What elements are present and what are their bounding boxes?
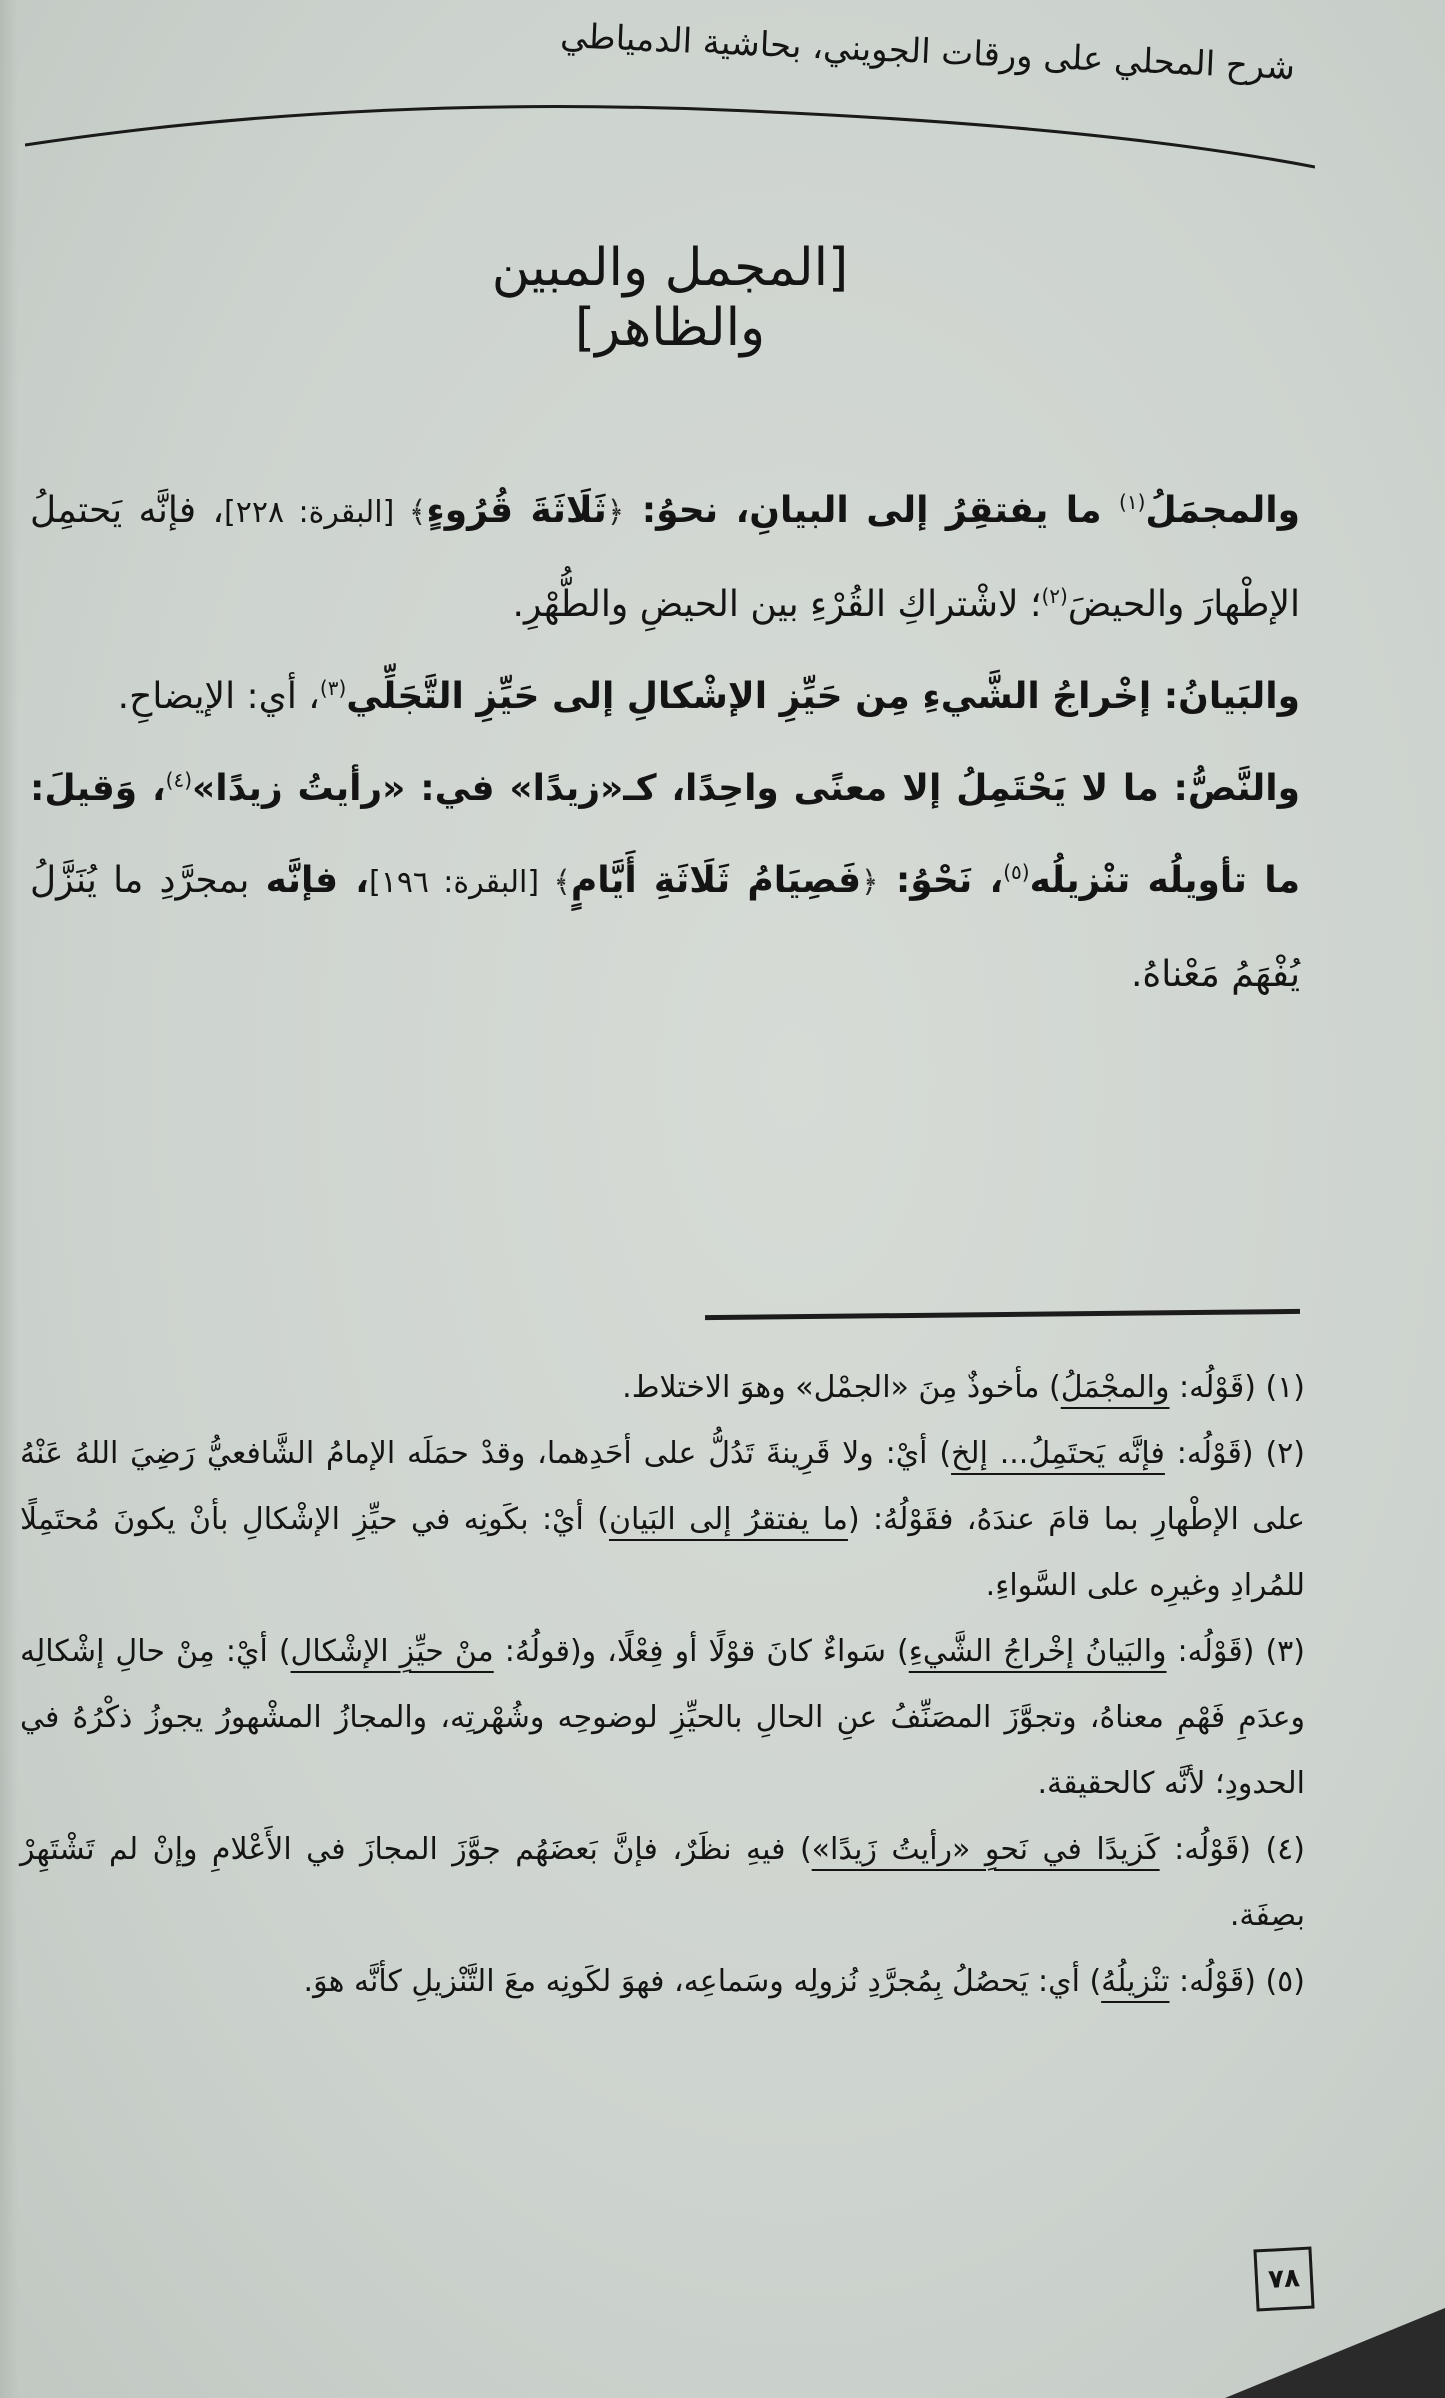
- surah-reference: [البقرة: ١٩٦]: [368, 865, 554, 900]
- footnote-close: ): [897, 1634, 909, 1669]
- term-nass: والنَّصُّ:: [1158, 768, 1300, 809]
- footnote-text-2: ) أيْ: مِنْ حالِ إشْكالِه وعدَمِ فَهْمِ معناهُ، وتجوَّزَ المصَنِّفُ عنِ الحالِ بالحيِّزِ لوضوحِه وشُهْرتِه، والمجازُ المشْهورُ يجوزُ ذكْرُهُ في الحدودِ؛ لأنَّه كالحقيقة.: [20, 1634, 1305, 1801]
- footnote-text: أي: يَحصُلُ بِمُجرَّدِ نُزولِه وسَماعِه، فهوَ لكَونِه معَ التَّنْزيلِ كأنَّه هوَ.: [303, 1964, 1090, 1999]
- footnote-5: [20, 1949, 1305, 2015]
- footnote-number: (٣): [1265, 1634, 1306, 1669]
- running-header: شرح المحلي على ورقات الجويني، بحاشية الدمياطي: [559, 15, 1296, 88]
- paragraph-bayan: [30, 651, 1300, 743]
- footnotes: [20, 1355, 1305, 2015]
- footnote-2: [20, 1421, 1305, 1619]
- quran-verse: فَصِيَامُ ثَلَاثَةِ أَيَّامٍ: [570, 860, 862, 901]
- paragraph-nass: [30, 743, 1300, 1021]
- section-heading: [المجمل والمبين والظاهر]: [491, 238, 849, 358]
- quran-close-bracket-icon: ﴾: [408, 495, 427, 530]
- footnote-open: (قَوْلُه:: [1159, 1832, 1266, 1867]
- footnote-quote: كَزيدًا في نَحوِ «رأيتُ زَيدًا»: [811, 1832, 1160, 1867]
- footnote-ref-1[interactable]: (١): [1119, 490, 1146, 514]
- footnote-quote: تنْزيلُهُ: [1101, 1964, 1170, 1999]
- definition-nass: ما لا يَحْتَمِلُ إلا معنًى واحِدًا، كـ«زيدًا» في: «رأيتُ زيدًا»: [192, 768, 1159, 809]
- footnote-text: مأخوذٌ مِنَ «الجمْل» وهوَ الاختلاط.: [622, 1370, 1050, 1405]
- footnote-quote-2: منْ حيِّزِ الإشْكال: [290, 1634, 494, 1669]
- quran-verse: ثَلَاثَةَ قُرُوءٍ: [426, 490, 607, 531]
- footnote-close: ): [799, 1832, 812, 1867]
- footnote-text: سَواءٌ كانَ قوْلًا أو فِعْلًا، و(قولُهُ:: [493, 1634, 898, 1669]
- surah-reference: [البقرة: ٢٢٨]: [224, 495, 409, 530]
- continuation-text: ، فإنَّه يَحتمِلُ الإطْهارَ والحيضَ: [30, 490, 1300, 625]
- tail-text: ، أي: الإيضاحِ.: [117, 676, 320, 717]
- footnote-1: [20, 1355, 1305, 1421]
- definition-mujmal: ما يفتقِرُ إلى البيانِ، نحوُ:: [624, 490, 1120, 531]
- footnote-number: (١): [1265, 1370, 1305, 1405]
- footnote-4: [20, 1817, 1305, 1949]
- desk-background: [1225, 2308, 1445, 2398]
- quran-open-bracket-icon: ﴿: [606, 495, 625, 530]
- footnote-open: (قَوْلُه:: [1169, 1964, 1266, 1999]
- footnote-3: [20, 1619, 1305, 1817]
- footnote-number: (٢): [1265, 1436, 1305, 1471]
- definition-bayan: إخْراجُ الشَّيءِ مِن حَيِّزِ الإشْكالِ إلى حَيِّزِ التَّجَلِّي: [346, 676, 1152, 717]
- last-line-text: بمجرَّدِ ما يُنَزَّلُ يُفْهَمُ مَعْناهُ.: [30, 860, 1300, 995]
- footnote-text: أيْ: ولا قَرِينةَ تَدُلُّ على أحَدِهما، وقدْ حمَلَه الإمامُ الشَّافعيُّ رَضِيَ اللهُ عَنْهُ على الإطْهارِ بما قامَ عندَهُ، فقَوْلُهُ: (: [20, 1436, 1306, 1537]
- tail-text: ؛ لاشْتراكِ القُرْءِ بين الحيضِ والطُّهْرِ.: [512, 584, 1042, 625]
- footnote-close: ): [1049, 1370, 1061, 1405]
- footnote-close: ): [1089, 1964, 1102, 1999]
- footnote-open: (قَوْلُه:: [1166, 1634, 1266, 1669]
- footnote-quote-2: ما يفتقرُ إلى البَيان: [608, 1502, 848, 1537]
- paragraph-mujmal: [30, 465, 1300, 651]
- term-bayan: والبَيانُ:: [1151, 676, 1300, 717]
- header-curved-rule: [25, 95, 1315, 175]
- continuation-text: ، وَقيلَ: ما تأويلُه تنْزيلُه: [30, 768, 1301, 901]
- footnote-ref-2[interactable]: (٢): [1041, 584, 1068, 608]
- footnote-number: (٤): [1265, 1832, 1305, 1867]
- footnote-ref-5[interactable]: (٥): [1003, 860, 1030, 884]
- footnote-text-2: ) أيْ: بكَونِه في حيِّزِ الإشْكالِ بأنْ يكونَ مُحتَمِلًا للمُرادِ وغيرِه على السَّواءِ.: [20, 1502, 1305, 1603]
- footnote-quote: فإنَّه يَحتَمِلُ... إلخ: [951, 1436, 1165, 1471]
- footnote-quote: والمجْمَلُ: [1060, 1370, 1170, 1405]
- tail-text: ، فإنَّه: [265, 860, 369, 901]
- footnote-quote: والبَيانُ إخْراجُ الشَّيءِ: [908, 1634, 1167, 1669]
- term-mujmal: والمجمَلُ: [1145, 490, 1301, 531]
- main-text: [30, 465, 1300, 1021]
- page-number: ٧٨: [1253, 2247, 1314, 2312]
- quran-close-bracket-icon: ﴾: [553, 865, 571, 900]
- mid-text: ، نَحْوُ:: [878, 860, 1004, 901]
- footnote-text: فيهِ نظَرٌ، فإنَّ بَعضَهُم جوَّزَ المجازَ في الأَعْلامِ وإنْ لم تَشْتَهِرْ بصِفَة.: [20, 1832, 1305, 1933]
- quran-open-bracket-icon: ﴿: [861, 865, 879, 900]
- footnote-close: ): [939, 1436, 952, 1471]
- footnote-ref-3[interactable]: (٣): [319, 676, 347, 700]
- footnote-open: (قَوْلُه:: [1164, 1436, 1266, 1471]
- footnote-separator: [705, 1309, 1300, 1320]
- footnote-open: (قَوْلُه:: [1169, 1370, 1266, 1405]
- footnote-number: (٥): [1265, 1964, 1305, 1999]
- page-edge-shadow: [0, 0, 18, 2398]
- footnote-ref-4[interactable]: (٤): [165, 768, 193, 792]
